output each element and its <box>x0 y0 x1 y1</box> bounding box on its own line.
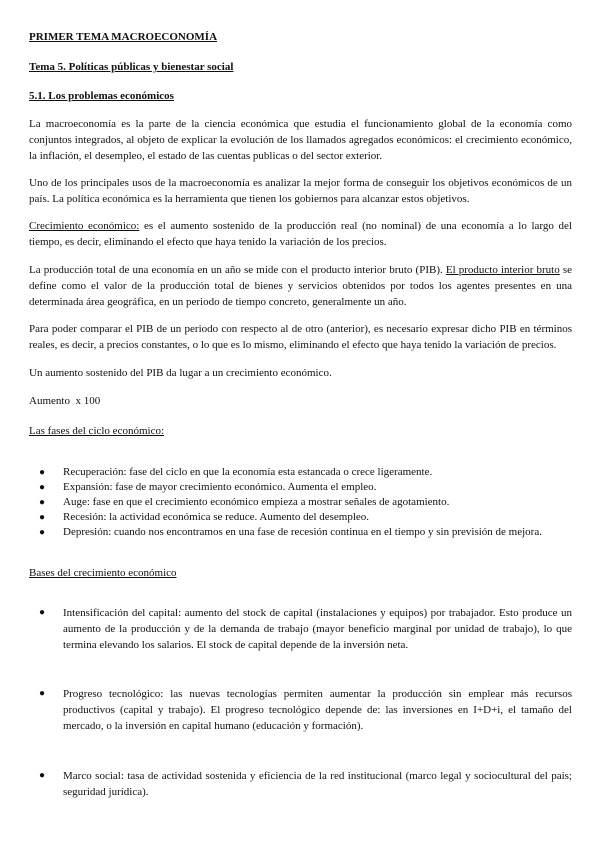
bullet-icon: ● <box>39 607 46 618</box>
formula-text: Aumento x 100 <box>29 395 101 407</box>
phases-list <box>29 465 572 540</box>
bullet-icon: ● <box>39 770 46 781</box>
list-item-text: Progreso tecnológico: las nuevas tecnologías permiten aumentar la producción sin emplear más recursos productivos (capital y trabajo). El progreso tecnológico depende de: las inversiones en I+D+i, el tamaño del mercado, o la inversión en capital humano (educación y formación). <box>63 688 572 732</box>
term-pib: El producto interior bruto <box>445 264 560 276</box>
bullet-icon: ● <box>39 527 46 538</box>
paragraph-pib-real: Para poder comparar el PIB de un periodo con respecto al de otro (anterior), es necesario expresar dicho PIB en términos reales, es decir, a precios constantes, o lo que es lo mismo, eliminando el efecto que haya tenido la variación de precios. <box>29 323 572 351</box>
list-item-text: Recesión: la actividad económica se reduce. Aumento del desempleo. <box>63 511 370 523</box>
list-item <box>29 525 572 540</box>
paragraph-crecimiento <box>29 218 572 250</box>
list-item <box>29 768 572 800</box>
phases-heading: Las fases del ciclo económico: <box>29 425 165 437</box>
paragraph-aumento-pib: Un aumento sostenido del PIB da lugar a un crecimiento económico. <box>29 367 332 379</box>
list-item <box>29 510 572 525</box>
list-item <box>29 686 572 734</box>
pib-definition: se define como el valor de la producción total de bienes y servicios obtenidos por todos los agentes presentes en una determinada área geográfica, en un periodo de tiempo concreto, generalmente un año. <box>29 264 572 308</box>
paragraph-politica-economica: Uno de los principales usos de la macroeconomía es analizar la mejor forma de conseguir los objetivos económicos de un país. La política económica es la herramienta que tienen los gobiernos para alcanzar estos objetivos. <box>29 177 572 205</box>
bullet-icon: ● <box>39 497 46 508</box>
bullet-icon: ● <box>39 467 46 478</box>
section-heading: 5.1. Los problemas económicos <box>29 90 174 102</box>
paragraph-pib <box>29 262 572 310</box>
bullet-icon: ● <box>39 688 46 699</box>
list-item-text: Depresión: cuando nos encontramos en una fase de recesión continua en el tiempo y sin previsión de mejora. <box>63 526 542 538</box>
list-item <box>29 465 572 480</box>
bullet-icon: ● <box>39 512 46 523</box>
list-item-text: Expansión: fase de mayor crecimiento económico. Aumenta el empleo. <box>63 481 377 493</box>
list-item-text: Auge: fase en que el crecimiento económico empieza a mostrar señales de agotamiento. <box>63 496 450 508</box>
list-item-text: Intensificación del capital: aumento del stock de capital (instalaciones y equipos) por trabajador. Esto produce un aumento de la producción y de la demanda de trabajo (mayor beneficio marginal por unidad de trabajo), lo que termina elevando los salarios. El stock de capital depende de la inversión neta. <box>63 607 572 651</box>
bases-heading: Bases del crecimiento económico <box>29 567 177 579</box>
pib-intro: La producción total de una economía en un año se mide con el producto interior bruto (PIB). <box>29 264 446 276</box>
topic-heading: Tema 5. Políticas públicas y bienestar social <box>29 61 234 73</box>
term-crecimiento: Crecimiento económico: <box>29 220 140 232</box>
paragraph-macroeconomia: La macroeconomía es la parte de la ciencia económica que estudia el funcionamiento global de la economía como conjuntos integrados, al objeto de explicar la evolución de los llamados agregados económicos: el crecimiento económico, la inflación, el desempleo, el estado de las cuentas publicas o del sector exterior. <box>29 118 572 162</box>
list-item <box>29 495 572 510</box>
list-item-text: Marco social: tasa de actividad sostenida y eficiencia de la red institucional (marco legal y sociocultural del país; seguridad jurídica). <box>63 770 572 798</box>
definition-text: es el aumento sostenido de la producción real (no nominal) de una economía a lo largo del tiempo, es decir, eliminando el efecto que haya tenido la variación de los precios. <box>29 220 572 248</box>
list-item-text: Recuperación: fase del ciclo en que la economía esta estancada o crece ligeramente. <box>63 466 433 478</box>
document-title: PRIMER TEMA MACROECONOMÍA <box>29 31 218 43</box>
bullet-icon: ● <box>39 482 46 493</box>
list-item <box>29 480 572 495</box>
list-item <box>29 605 572 653</box>
